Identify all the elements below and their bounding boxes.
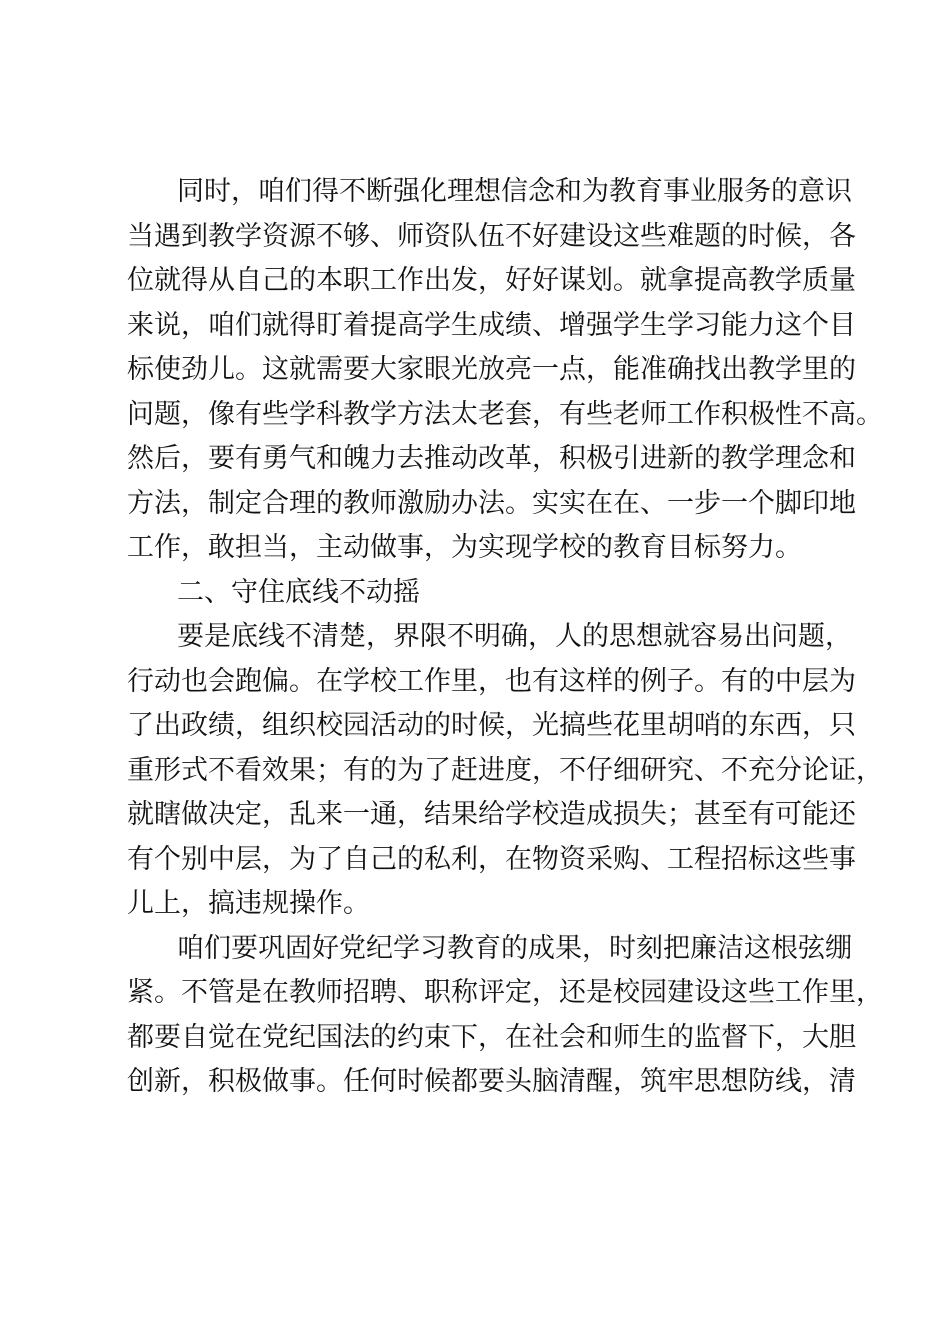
paragraph-line: 咱们要巩固好党纪学习教育的成果，时刻把廉洁这根弦绷 <box>177 932 852 964</box>
paragraph-line: 紧。不管是在教师招聘、职称评定，还是校园建设这些工作里， <box>127 977 883 1008</box>
paragraph-line: 都要自觉在党纪国法的约束下，在社会和师生的监督下，大胆 <box>127 1021 856 1053</box>
paragraph-line: 创新，积极做事。任何时候都要头脑清醒，筑牢思想防线，清 <box>127 1066 856 1097</box>
paragraph-line: 然后，要有勇气和魄力去推动改革，积极引进新的教学理念和 <box>127 443 856 474</box>
paragraph-line: 了出政绩，组织校园活动的时候，光搞些花里胡哨的东西，只 <box>127 710 856 741</box>
paragraph-line: 就瞎做决定，乱来一通，结果给学校造成损失；甚至有可能还 <box>127 799 856 830</box>
paragraph-line: 来说，咱们就得盯着提高学生成绩、增强学生学习能力这个目 <box>127 309 856 341</box>
paragraph-line: 行动也会跑偏。在学校工作里，也有这样的例子。有的中层为 <box>127 665 856 697</box>
document-body <box>127 170 883 1105</box>
paragraph-line: 当遇到教学资源不够、师资队伍不好建设这些难题的时候，各 <box>127 220 856 252</box>
paragraph-line: 标使劲儿。这就需要大家眼光放亮一点，能准确找出教学里的 <box>127 354 856 385</box>
section-heading: 二、守住底线不动摇 <box>177 576 420 608</box>
paragraph-line: 工作，敢担当，主动做事，为实现学校的教育目标努力。 <box>127 532 802 563</box>
paragraph-line: 同时，咱们得不断强化理想信念和为教育事业服务的意识 <box>177 176 852 207</box>
paragraph-line: 方法，制定合理的教师激励办法。实实在在、一步一个脚印地 <box>127 487 856 519</box>
paragraph-line: 位就得从自己的本职工作出发，好好谋划。就拿提高教学质量 <box>127 265 856 296</box>
paragraph-line: 问题，像有些学科教学方法太老套，有些老师工作积极性不高。 <box>127 398 883 430</box>
paragraph-line: 重形式不看效果；有的为了赶进度，不仔细研究、不充分论证， <box>127 754 883 786</box>
paragraph-line: 儿上，搞违规操作。 <box>127 888 370 919</box>
paragraph-line: 要是底线不清楚，界限不明确，人的思想就容易出问题， <box>177 621 852 652</box>
paragraph-line: 有个别中层，为了自己的私利，在物资采购、工程招标这些事 <box>127 843 856 875</box>
